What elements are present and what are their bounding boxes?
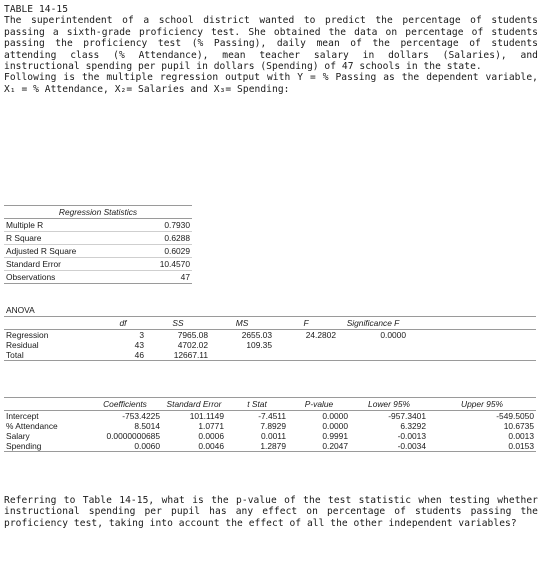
anova-cell xyxy=(210,350,274,361)
anova-header-ss: SS xyxy=(146,317,210,330)
anova-cell-spacer xyxy=(408,350,536,361)
anova-cell: Residual xyxy=(6,340,39,350)
anova-cell: 109.35 xyxy=(246,340,272,350)
coef-header-blank xyxy=(4,398,88,411)
anova-cell: 3 xyxy=(139,330,144,340)
table-row xyxy=(4,219,192,232)
stat-value: 0.6288 xyxy=(128,232,192,245)
anova-header-spacer xyxy=(408,317,536,330)
anova-label: ANOVA xyxy=(6,305,35,315)
coef-cell: 0.0000000685 xyxy=(106,431,160,441)
coef-header-t-stat: t Stat xyxy=(226,398,288,411)
coef-cell: 101.1149 xyxy=(189,411,224,421)
problem-intro xyxy=(4,4,538,95)
coefficients-header-row xyxy=(4,398,536,411)
anova-header-f: F xyxy=(274,317,338,330)
coef-header-lower-95: Lower 95% xyxy=(350,398,428,411)
table-row xyxy=(4,421,536,431)
anova-table xyxy=(4,316,538,361)
stat-label: Standard Error xyxy=(4,258,128,271)
table-row xyxy=(4,350,536,361)
table-row xyxy=(4,330,536,341)
anova-cell: 4702.02 xyxy=(177,340,208,350)
stat-value: 0.7930 xyxy=(128,219,192,232)
coef-cell: 0.0013 xyxy=(508,431,534,441)
coef-cell: -753.4225 xyxy=(122,411,160,421)
regression-statistics-header: Regression Statistics xyxy=(4,206,192,219)
coef-header-coefficients: Coefficients xyxy=(88,398,162,411)
anova-cell: 43 xyxy=(134,340,144,350)
coef-cell: % Attendance xyxy=(6,421,58,431)
coef-cell: 1.2879 xyxy=(226,441,288,452)
stat-label: Multiple R xyxy=(4,219,128,232)
stat-value: 0.6029 xyxy=(128,245,192,258)
coef-cell: 10.6735 xyxy=(503,421,534,431)
anova-header-ms: MS xyxy=(210,317,274,330)
anova-cell: Regression xyxy=(6,330,49,340)
anova-cell: 2655.03 xyxy=(241,330,272,340)
anova-cell xyxy=(338,350,408,361)
question-text: Referring to Table 14-15, what is the p-value of the test statistic when testing whether instructional spending per pupil has any effect on percentage of students passing the proficiency test, taking into account the effect of all the other independent variables? xyxy=(4,495,538,529)
coef-header-p-value: P-value xyxy=(288,398,350,411)
coef-cell: -549.5050 xyxy=(496,411,534,421)
anova-cell-spacer xyxy=(408,330,536,341)
coef-cell: 6.3292 xyxy=(400,421,426,431)
stat-value: 10.4570 xyxy=(128,258,192,271)
coef-cell: 0.0153 xyxy=(428,441,536,452)
table-row xyxy=(4,232,192,245)
regression-statistics-table xyxy=(4,205,194,284)
table-row xyxy=(4,441,536,452)
anova-header-significance-f: Significance F xyxy=(338,317,408,330)
anova-cell xyxy=(338,340,408,350)
coef-cell: Spending xyxy=(4,441,88,452)
anova-cell: Total xyxy=(4,350,100,361)
anova-cell xyxy=(274,340,338,350)
coef-cell: 0.0000 xyxy=(322,421,348,431)
intro-paragraph-output: Following is the multiple regression output with Y = % Passing as the dependent variable, X₁ = % Attendance, X₂= Salaries and X₃= Spending: xyxy=(4,72,538,95)
coef-cell: 0.2047 xyxy=(288,441,350,452)
coef-cell: Intercept xyxy=(6,411,39,421)
table-row xyxy=(4,431,536,441)
coefficients-table xyxy=(4,397,538,452)
coef-cell: -0.0013 xyxy=(397,431,426,441)
table-row xyxy=(4,271,192,284)
coef-cell: -957.3401 xyxy=(388,411,426,421)
anova-cell: 0.0000 xyxy=(380,330,406,340)
coef-cell: 7.8929 xyxy=(260,421,286,431)
coef-cell: -0.0034 xyxy=(350,441,428,452)
coef-cell: 0.0046 xyxy=(162,441,226,452)
anova-cell: 24.2802 xyxy=(305,330,336,340)
coef-cell: 0.0006 xyxy=(198,431,224,441)
coef-cell: 0.0011 xyxy=(261,431,286,441)
anova-header-row xyxy=(4,317,536,330)
anova-header-df: df xyxy=(100,317,146,330)
anova-cell xyxy=(274,350,338,361)
anova-cell-spacer xyxy=(408,340,536,350)
coef-cell: -7.4511 xyxy=(258,411,286,421)
table-row xyxy=(4,340,536,350)
coef-cell: 0.9991 xyxy=(322,431,348,441)
stat-label: Observations xyxy=(4,271,128,284)
coef-cell: 1.0771 xyxy=(198,421,224,431)
coef-header-standard-error: Standard Error xyxy=(162,398,226,411)
table-row xyxy=(4,411,536,422)
anova-header-blank xyxy=(4,317,100,330)
intro-paragraph: The superintendent of a school district wanted to predict the percentage of students passing a sixth-grade proficiency test. She obtained the data on percentage of students passing the proficiency test (% Passing), daily mean of the percentage of students attending class (% Attendance), mean teacher salary in dollars (Salaries), and instructional spending per pupil in dollars (Spending) of 47 schools in the state. xyxy=(4,15,538,73)
coef-cell: 0.0000 xyxy=(322,411,348,421)
table-row xyxy=(4,245,192,258)
anova-cell: 46 xyxy=(100,350,146,361)
coef-cell: Salary xyxy=(6,431,30,441)
stat-label: Adjusted R Square xyxy=(4,245,128,258)
coef-header-upper-95: Upper 95% xyxy=(428,398,536,411)
coef-cell: 0.0060 xyxy=(88,441,162,452)
table-title: TABLE 14-15 xyxy=(4,4,69,15)
stat-label: R Square xyxy=(4,232,128,245)
coef-cell: 8.5014 xyxy=(134,421,160,431)
anova-cell: 7965.08 xyxy=(177,330,208,340)
stat-value: 47 xyxy=(128,271,192,284)
anova-cell: 12667.11 xyxy=(146,350,210,361)
table-row xyxy=(4,258,192,271)
